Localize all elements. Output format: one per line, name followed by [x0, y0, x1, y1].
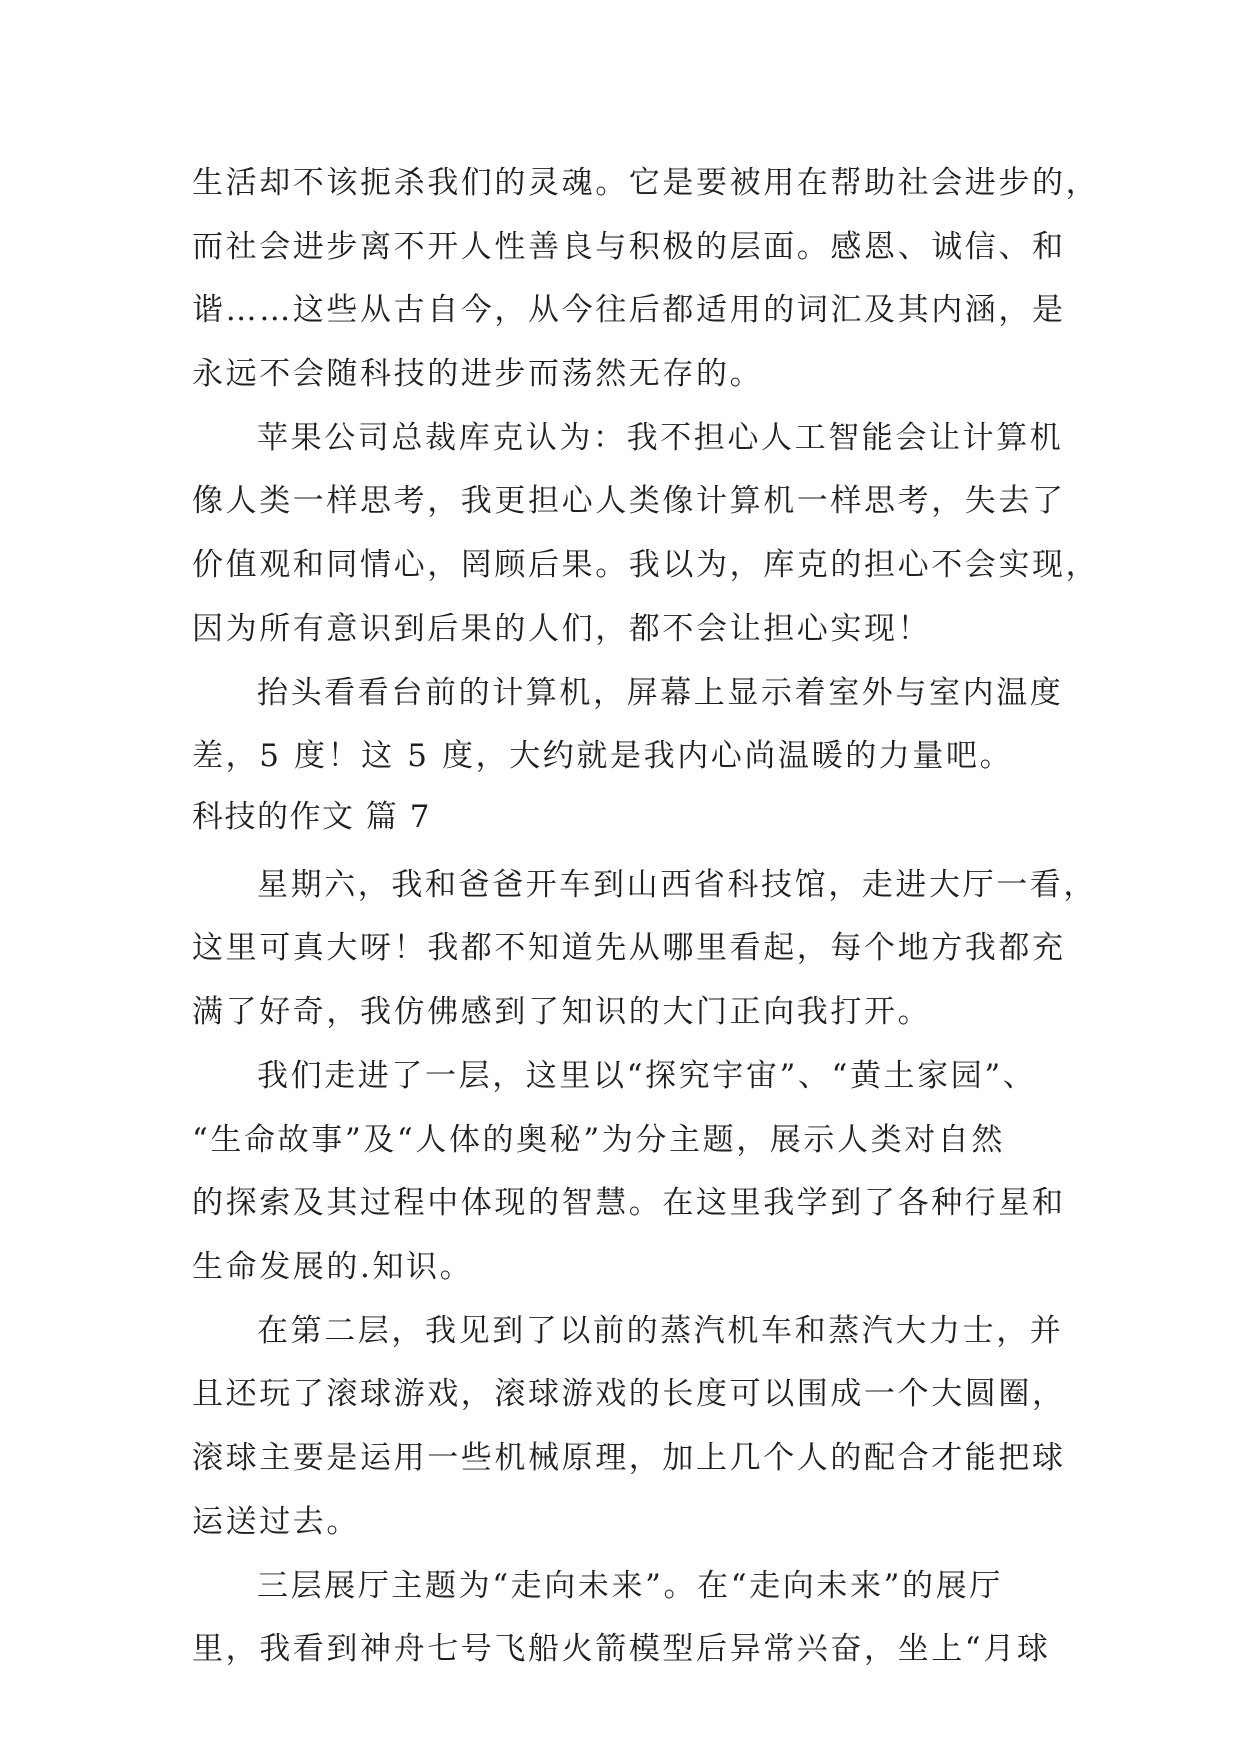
text-line: 谐……这些从古自今，从今往后都适用的词汇及其内涵，是 [192, 292, 1066, 328]
paragraph-first-line: 三层展厅主题为“走向未来”。在“走向未来”的展厅 [257, 1568, 1003, 1604]
text-line: 生活却不该扼杀我们的灵魂。它是要被用在帮助社会进步的， [192, 165, 1100, 201]
text-line: 差，5 度！这 5 度，大约就是我内心尚温暖的力量吧。 [192, 738, 1014, 774]
paragraph-first-line: 抬头看看台前的计算机，屏幕上显示着室外与室内温度 [257, 675, 1064, 711]
text-line: 生命发展的.知识。 [192, 1249, 474, 1285]
text-line: 里，我看到神舟七号飞船火箭模型后异常兴奋，坐上“月球 [192, 1631, 1051, 1667]
text-line: 永远不会随科技的进步而荡然无存的。 [192, 356, 764, 392]
text-line: “生命故事”及“人体的奥秘”为分主题，展示人类对自然 [192, 1122, 1005, 1158]
section-heading: 科技的作文 篇 7 [192, 799, 431, 835]
text-line: 运送过去。 [192, 1504, 360, 1540]
paragraph-first-line: 在第二层，我见到了以前的蒸汽机车和蒸汽大力士，并 [257, 1313, 1064, 1349]
paragraph-first-line: 我们走进了一层，这里以“探究宇宙”、“黄土家园”、 [257, 1058, 1037, 1094]
text-line: 滚球主要是运用一些机械原理，加上几个人的配合才能把球 [192, 1440, 1066, 1476]
text-line: 而社会进步离不开人性善良与积极的层面。感恩、诚信、和 [192, 229, 1066, 265]
text-line: 这里可真大呀！我都不知道先从哪里看起，每个地方我都充 [192, 930, 1066, 966]
text-line: 价值观和同情心，罔顾后果。我以为，库克的担心不会实现， [192, 547, 1100, 583]
text-line: 因为所有意识到后果的人们，都不会让担心实现！ [192, 611, 932, 647]
text-line: 像人类一样思考，我更担心人类像计算机一样思考，失去了 [192, 483, 1066, 519]
paragraph-first-line: 星期六，我和爸爸开车到山西省科技馆，走进大厅一看， [257, 867, 1097, 903]
text-line: 满了好奇，我仿佛感到了知识的大门正向我打开。 [192, 994, 932, 1030]
text-line: 的探索及其过程中体现的智慧。在这里我学到了各种行星和 [192, 1185, 1066, 1221]
paragraph-first-line: 苹果公司总裁库克认为：我不担心人工智能会让计算机 [257, 420, 1064, 456]
text-line: 且还玩了滚球游戏，滚球游戏的长度可以围成一个大圆圈， [192, 1376, 1066, 1412]
